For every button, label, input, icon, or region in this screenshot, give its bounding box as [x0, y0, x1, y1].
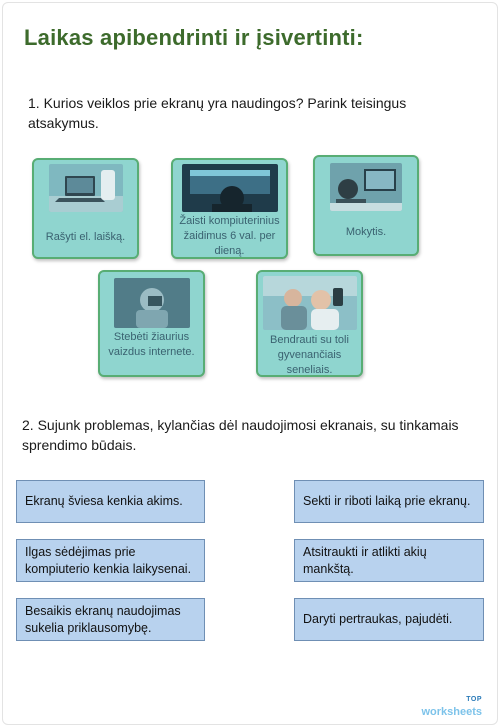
logo-top-text: TOP: [466, 696, 482, 703]
solution-box-limit-time[interactable]: [294, 480, 484, 523]
problem-box-eye-strain[interactable]: [16, 480, 205, 523]
solution-label: Daryti pertraukas, pajudėti.: [303, 612, 453, 626]
problem-label: Ilgas sėdėjimas prie kompiuterio kenkia laikysenai.: [25, 544, 192, 576]
option-card-study[interactable]: [313, 155, 419, 256]
problem-label: Ekranų šviesa kenkia akims.: [25, 494, 183, 508]
option-label: Rašyti el. laišką.: [45, 231, 126, 243]
topworksheets-logo: [421, 696, 482, 719]
question-2-text: 2. Sujunk problemas, kylančias dėl naudojimosi ekranais, su tinkamais sprendimo būdais.: [22, 417, 459, 453]
problem-box-addiction[interactable]: [16, 598, 205, 641]
video-call-photo: [263, 276, 357, 330]
option-label: Stebėti žiaurius vaizdus internete.: [108, 331, 195, 358]
option-card-violent-content[interactable]: [98, 270, 205, 377]
laptop-typing-photo: [49, 164, 123, 212]
option-label: Žaisti kompiuterinius žaidimus 6 val. per dieną.: [179, 215, 280, 257]
option-label: Mokytis.: [345, 226, 387, 238]
question-1-text: 1. Kurios veiklos prie ekranų yra naudingos? Parink teisingus atsakymus.: [28, 95, 407, 131]
option-card-call-grandparents[interactable]: [256, 270, 363, 377]
gaming-photo: [182, 164, 278, 212]
option-card-gaming[interactable]: [171, 158, 288, 259]
child-screen-photo: [114, 278, 190, 328]
solution-label: Atsitraukti ir atlikti akių mankštą.: [303, 544, 427, 576]
solution-box-take-breaks[interactable]: [294, 598, 484, 641]
logo-name-text: worksheets: [421, 706, 482, 718]
option-card-write-email[interactable]: [32, 158, 139, 259]
study-photo: [330, 163, 402, 211]
page-title: Laikas apibendrinti ir įsivertinti:: [24, 25, 364, 50]
option-label: Bendrauti su toli gyvenančiais seneliais.: [270, 334, 349, 376]
solution-label: Sekti ir riboti laiką prie ekranų.: [303, 494, 471, 508]
solution-box-eye-exercise[interactable]: [294, 539, 484, 582]
problem-label: Besaikis ekranų naudojimas sukelia priklausomybę.: [25, 603, 181, 635]
problem-box-posture[interactable]: [16, 539, 205, 582]
